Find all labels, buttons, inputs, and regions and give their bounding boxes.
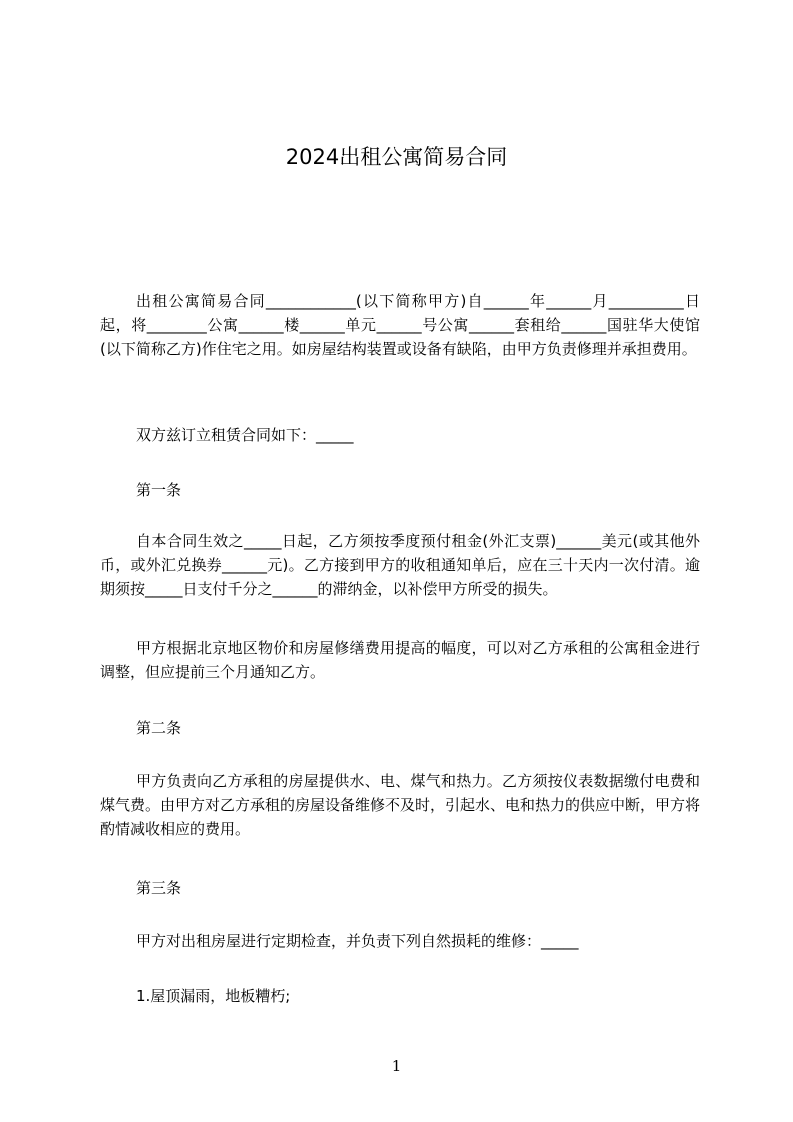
article-2-heading: 第二条 [136,719,182,737]
agreement-statement: 双方兹订立租赁合同如下：_____ [136,426,354,444]
article-3-heading: 第三条 [136,879,182,897]
article-3-inspection-paragraph: 甲方对出租房屋进行定期检查，并负责下列自然损耗的维修：_____ [136,932,579,950]
intro-paragraph: 出租公寓简易合同____________(以下简称甲方)自______年______月__________日起，将________公寓______楼______单元______号公寓______套租给______国驻华大使馆(以下简称乙方)作住宅之用。如房屋结构装置或设备有缺陷，由甲方负责修理并承担费用。 [100,292,700,358]
article-3-item-1: 1.屋顶漏雨，地板糟朽; [136,987,291,1005]
article-2-utilities-paragraph: 甲方负责向乙方承租的房屋提供水、电、煤气和热力。乙方须按仪表数据缴付电费和煤气费。由甲方对乙方承租的房屋设备维修不及时，引起水、电和热力的供应中断，甲方将酌情减收相应的费用。 [100,772,701,838]
article-1-adjustment-paragraph: 甲方根据北京地区物价和房屋修缮费用提高的幅度，可以对乙方承租的公寓租金进行调整，但应提前三个月通知乙方。 [100,639,700,681]
page-number: 1 [391,1057,402,1075]
document-title: 2024出租公寓简易合同 [285,145,508,169]
article-1-heading: 第一条 [136,481,182,499]
article-1-rent-paragraph: 自本合同生效之_____日起，乙方须按季度预付租金(外汇支票)______美元(或其他外币，或外汇兑换券______元)。乙方接到甲方的收租通知单后，应在三十天内一次付清。逾期须按_____日支付千分之______的滞纳金，以补偿甲方所受的损失。 [100,532,700,598]
